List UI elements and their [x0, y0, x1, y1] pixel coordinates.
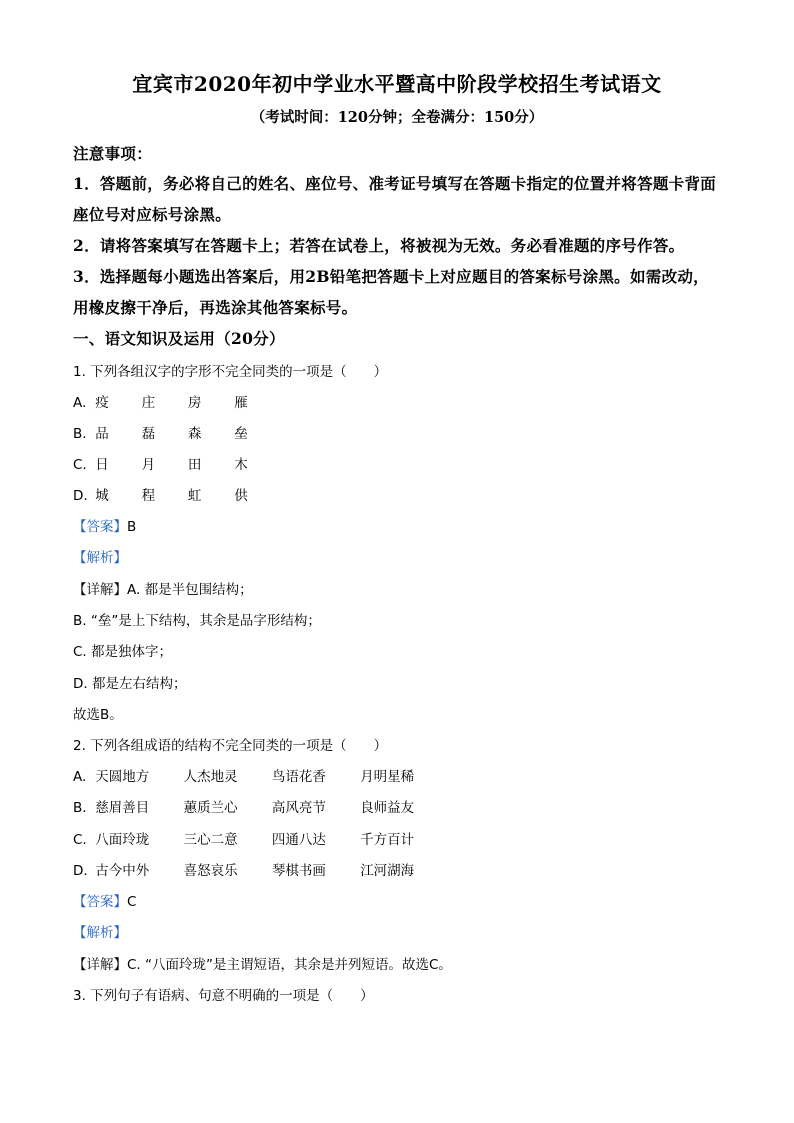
section-heading: 一、语文知识及运用（20分） [73, 329, 285, 348]
option-idiom: 琴棋书画 [271, 863, 326, 879]
q2-answer [73, 890, 136, 910]
option-letter: C. [73, 457, 87, 473]
option-letter: A. [73, 395, 87, 411]
option-char: 虹 [187, 488, 202, 504]
option-idiom: 三心二意 [183, 832, 238, 848]
option-char: 庄 [141, 395, 156, 411]
page-subtitle: （考试时间：120分钟；全卷满分：150分） [250, 109, 544, 126]
note-item-2: 2．请将答案填写在答题卡上；若答在试卷上，将被视为无效。务必看准题的序号作答。 [73, 236, 685, 255]
option-letter: A. [73, 769, 87, 785]
option-char: 田 [187, 457, 202, 473]
option-char: 月 [141, 457, 156, 473]
answer-value: B [127, 519, 137, 535]
q1-analysis-tag: 【解析】 [73, 550, 127, 566]
option-idiom: 八面玲珑 [95, 832, 150, 848]
detail-tag: 【详解】 [73, 582, 127, 598]
q1-detail-b: B. “垒”是上下结构，其余是品字形结构； [73, 613, 321, 629]
option-idiom: 天圆地方 [95, 769, 150, 785]
option-letter: B. [73, 800, 87, 816]
option-char: 磊 [141, 426, 156, 442]
option-char: 雁 [234, 395, 248, 411]
q1-option-a [73, 391, 276, 411]
answer-value: C [127, 894, 137, 910]
note-item-1-line1: 1．答题前，务必将自己的姓名、座位号、准考证号填写在答题卡指定的位置并将答题卡背面 [73, 174, 717, 193]
q2-option-c [73, 828, 444, 848]
option-idiom: 喜怒哀乐 [183, 863, 238, 879]
q2-option-b [73, 796, 444, 816]
note-item-3-line1: 3．选择题每小题选出答案后，用2B铅笔把答题卡上对应题目的答案标号涂黑。如需改动， [73, 267, 709, 286]
q1-option-c [73, 453, 276, 473]
option-idiom: 月明星稀 [360, 769, 415, 785]
option-char: 房 [187, 395, 202, 411]
q1-conclusion: 故选B。 [73, 707, 123, 723]
q1-answer [73, 515, 136, 535]
option-char: 垒 [234, 426, 248, 442]
option-char: 木 [234, 457, 248, 473]
q2-detail [73, 953, 452, 973]
q1-option-d [73, 484, 276, 504]
answer-tag: 【答案】 [73, 519, 127, 535]
option-char: 疫 [95, 395, 109, 411]
q2-option-a [73, 765, 444, 785]
option-idiom: 江河湖海 [360, 863, 415, 879]
q1-option-b [73, 422, 276, 442]
option-letter: B. [73, 426, 87, 442]
option-char: 供 [234, 488, 248, 504]
option-idiom: 古今中外 [95, 863, 150, 879]
option-idiom: 千方百计 [360, 832, 415, 848]
option-letter: D. [73, 488, 88, 504]
option-idiom: 人杰地灵 [183, 769, 238, 785]
q2-stem: 2. 下列各组成语的结构不完全同类的一项是（ ） [73, 738, 388, 754]
option-idiom: 高风亮节 [271, 800, 326, 816]
option-idiom: 四通八达 [271, 832, 326, 848]
option-char: 森 [187, 426, 202, 442]
page-title: 宜宾市2020年初中学业水平暨高中阶段学校招生考试语文 [132, 72, 662, 96]
q2-option-d [73, 859, 444, 879]
detail-text: C. “八面玲珑”是主谓短语，其余是并列短语。故选C。 [127, 957, 452, 973]
q1-detail [73, 578, 253, 598]
option-idiom: 良师益友 [360, 800, 415, 816]
option-char: 品 [95, 426, 109, 442]
q3-stem: 3. 下列句子有语病、句意不明确的一项是（ ） [73, 988, 374, 1004]
detail-tag: 【详解】 [73, 957, 127, 973]
note-item-3-line2: 用橡皮擦干净后，再选涂其他答案标号。 [73, 298, 358, 317]
option-char: 城 [95, 488, 109, 504]
notes-heading: 注意事项： [73, 144, 153, 163]
detail-text: A. 都是半包围结构； [127, 582, 253, 598]
option-letter: D. [73, 863, 88, 879]
q1-detail-c: C. 都是独体字； [73, 644, 173, 660]
option-idiom: 鸟语花香 [271, 769, 326, 785]
option-letter: C. [73, 832, 87, 848]
option-idiom: 蕙质兰心 [183, 800, 238, 816]
option-char: 日 [95, 457, 109, 473]
option-char: 程 [141, 488, 156, 504]
note-item-1-line2: 座位号对应标号涂黑。 [73, 205, 232, 224]
q1-stem: 1. 下列各组汉字的字形不完全同类的一项是（ ） [73, 364, 388, 380]
answer-tag: 【答案】 [73, 894, 127, 910]
q1-detail-d: D. 都是左右结构； [73, 676, 187, 692]
option-idiom: 慈眉善目 [95, 800, 150, 816]
q2-analysis-tag: 【解析】 [73, 925, 127, 941]
